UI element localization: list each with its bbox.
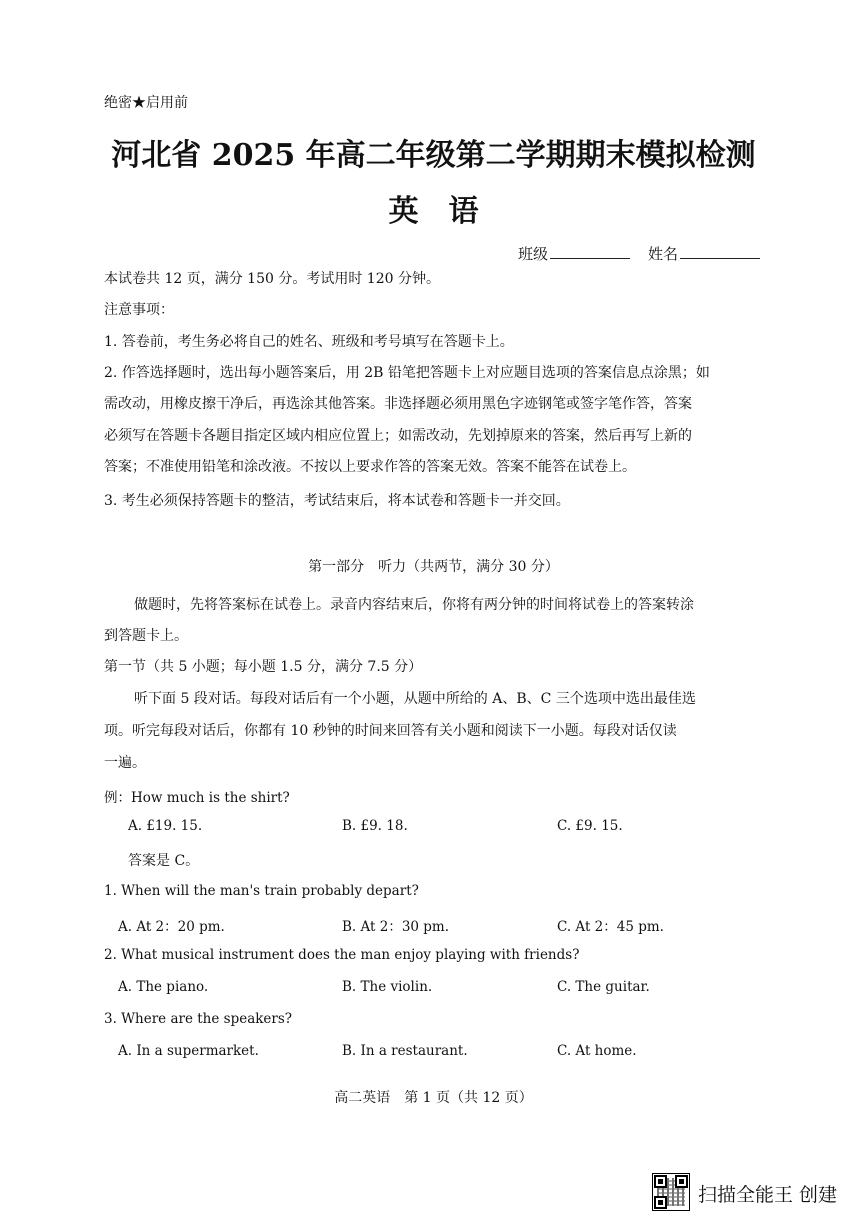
exam-intro: 本试卷共 12 页，满分 150 分。考试用时 120 分钟。	[104, 271, 440, 287]
example-option-b: B. £9. 18.	[342, 818, 408, 834]
name-blank[interactable]	[680, 244, 760, 259]
question-3: 3. Where are the speakers?	[104, 1011, 293, 1027]
class-field[interactable]	[518, 243, 630, 264]
question-1-option-a[interactable]: A. At 2：20 pm.	[118, 919, 225, 935]
question-3-option-a[interactable]: A. In a supermarket.	[118, 1043, 259, 1059]
note-line: 需改动，用橡皮擦干净后，再选涂其他答案。非选择题必须用黑色字迹钢笔或签字笔作答，答案	[104, 396, 692, 412]
section-one-instruction: 项。听完每段对话后，你都有 10 秒钟的时间来回答有关小题和阅读下一小题。每段对话仅读	[104, 723, 677, 739]
notes-heading: 注意事项：	[104, 302, 174, 318]
section-one-instruction: 一遍。	[104, 755, 146, 771]
confidential-mark: 绝密★启用前	[104, 95, 188, 111]
part-one-heading: 第一部分 听力（共两节，满分 30 分）	[308, 559, 559, 575]
note-line: 必须写在答题卡各题目指定区域内相应位置上；如需改动，先划掉原来的答案，然后再写上新的	[104, 428, 692, 444]
example-option-a: A. £19. 15.	[128, 818, 203, 834]
question-2-option-a[interactable]: A. The piano.	[118, 979, 209, 995]
part-one-instruction: 到答题卡上。	[104, 628, 188, 644]
note-line: 3. 考生必须保持答题卡的整洁，考试结束后，将本试卷和答题卡一并交回。	[104, 493, 570, 509]
qr-code-icon	[652, 1173, 690, 1211]
section-one-instruction: 听下面 5 段对话。每段对话后有一个小题，从题中所给的 A、B、C 三个选项中选出最佳选	[134, 691, 696, 707]
part-one-instruction: 做题时，先将答案标在试卷上。录音内容结束后，你将有两分钟的时间将试卷上的答案转涂	[134, 597, 694, 613]
question-2-option-b[interactable]: B. The violin.	[342, 979, 433, 995]
question-1-option-c[interactable]: C. At 2：45 pm.	[557, 919, 664, 935]
scanner-watermark: 扫描全能王 创建	[698, 1184, 838, 1206]
page-footer: 高二英语 第 1 页（共 12 页）	[334, 1090, 533, 1106]
note-line: 1. 答卷前，考生务必将自己的姓名、班级和考号填写在答题卡上。	[104, 334, 514, 350]
subject-title: 英 语	[388, 194, 479, 229]
class-blank[interactable]	[550, 244, 630, 259]
example-answer: 答案是 C。	[128, 853, 200, 869]
example-question: 例：How much is the shirt?	[104, 790, 290, 806]
name-field[interactable]	[648, 243, 760, 264]
name-label: 姓名	[648, 245, 679, 263]
note-line: 答案；不准使用铅笔和涂改液。不按以上要求作答的答案无效。答案不能答在试卷上。	[104, 459, 636, 475]
question-1-option-b[interactable]: B. At 2：30 pm.	[342, 919, 450, 935]
question-2-option-c[interactable]: C. The guitar.	[557, 979, 650, 995]
question-1: 1. When will the man's train probably depart?	[104, 883, 419, 899]
exam-title: 河北省 2025 年高二年级第二学期期末模拟检测	[111, 138, 756, 173]
question-3-option-b[interactable]: B. In a restaurant.	[342, 1043, 468, 1059]
question-3-option-c[interactable]: C. At home.	[557, 1043, 637, 1059]
question-2: 2. What musical instrument does the man enjoy playing with friends?	[104, 947, 580, 963]
example-option-c: C. £9. 15.	[557, 818, 623, 834]
note-line: 2. 作答选择题时，选出每小题答案后，用 2B 铅笔把答题卡上对应题目选项的答案信息点涂黑；如	[104, 365, 710, 381]
class-label: 班级	[518, 245, 549, 263]
section-one-heading: 第一节（共 5 小题；每小题 1.5 分，满分 7.5 分）	[104, 659, 423, 675]
